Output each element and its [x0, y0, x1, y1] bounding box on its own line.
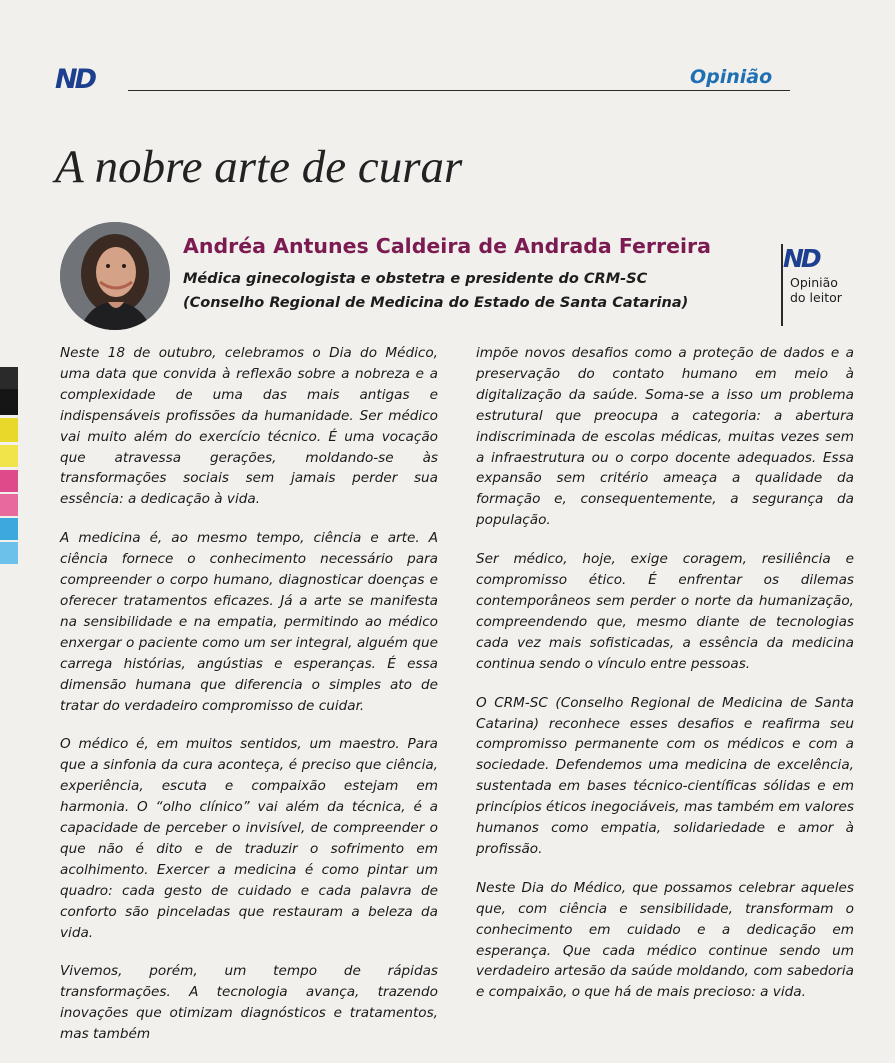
article-title: A nobre arte de curar [55, 141, 463, 193]
header-rule [128, 90, 790, 91]
author-role [183, 267, 703, 315]
column-box-caption [790, 275, 842, 305]
paragraph: impõe novos desafios como a proteção de dados e a preservação do contato humano em meio à digitalização da saúde. Soma-se a isso um problema estrutural que preocupa a categoria: a abertura indiscriminada de escolas médicas, muitas vezes sem a infraestrutura ou o corpo docente adequados. Essa expansão sem critério ameaça a qualidade da formação e, consequentemente, a segurança da população. [476, 345, 854, 529]
paragraph: O médico é, em muitos sentidos, um maestro. Para que a sinfonia da cura aconteça, é preciso que ciência, experiência, escuta e compaixão estejam em harmonia. O “olho clínico” vai além da técnica, é a capacidade de perceber o invisível, de compreender o que não é dito e de traduzir o sofrimento em acolhimento. Exercer a medicina é como pintar um quadro: cada gesto de cuidado e cada palavra de conforto são pinceladas que restauram a beleza da vida. [60, 736, 438, 941]
paragraph: A medicina é, ao mesmo tempo, ciência e arte. A ciência fornece o conhecimento necessário para compreender o corpo humano, diagnosticar doenças e oferecer tratamentos eficazes. Já a arte se manifesta na sensibilidade e na empatia, permitindo ao médico enxergar o paciente como um ser integral, alguém que carrega histórias, angústias e esperanças. É essa dimensão humana que diferencia o simples ato de tratar do verdadeiro compromisso de cuidar. [60, 530, 438, 714]
nd-logo: ND [55, 64, 95, 95]
print-color-bar-cyan [0, 518, 18, 540]
author-role-line-2: (Conselho Regional de Medicina do Estado de Santa Catarina) [183, 295, 689, 311]
column-box-caption-line-1: Opinião [790, 275, 838, 290]
section-label: Opinião [690, 66, 773, 88]
paragraph: Vivemos, porém, um tempo de rápidas transformações. A tecnologia avança, trazendo inovações que otimizam diagnósticos e tratamentos, mas também [60, 963, 438, 1043]
paragraph: Neste Dia do Médico, que possamos celebrar aqueles que, com ciência e sensibilidade, transformam o conhecimento em cuidado e a dedicação em esperança. Que cada médico continue sendo um verdadeiro artesão da saúde moldando, com sabedoria e compaixão, o que há de mais precioso: a vida. [476, 879, 854, 1001]
print-color-bar-black [0, 367, 18, 389]
print-color-bar-magenta-2 [0, 494, 18, 516]
paragraph: Neste 18 de outubro, celebramos o Dia do Médico, uma data que convida à reflexão sobre a nobreza e a complexidade de uma das mais antigas e indispensáveis profissões da humanidade. Ser médico vai muito além do exercício técnico. É uma vocação que atravessa gerações, moldando-se às transformações sociais sem jamais perder sua essência: a dedicação à vida. [60, 345, 438, 508]
print-color-bar-magenta [0, 470, 18, 492]
article-column-left [60, 343, 438, 1063]
article-column-right [476, 343, 854, 1021]
print-color-bar-yellow-2 [0, 445, 18, 467]
column-box-caption-line-2: do leitor [790, 290, 842, 305]
print-color-bar-yellow [0, 418, 18, 442]
author-portrait-icon [60, 222, 170, 330]
author-name: Andréa Antunes Caldeira de Andrada Ferreira [183, 234, 712, 258]
print-color-bar-cyan-2 [0, 542, 18, 564]
author-photo [60, 222, 170, 330]
column-box-logo: ND [783, 244, 819, 273]
paragraph: Ser médico, hoje, exige coragem, resiliência e compromisso ético. É enfrentar os dilemas contemporâneos sem perder o norte da humanização, compreendendo que, mesmo diante de tecnologias cada vez mais sofisticadas, a essência da medicina continua sendo o vínculo entre pessoas. [476, 551, 854, 672]
paragraph: O CRM-SC (Conselho Regional de Medicina de Santa Catarina) reconhece esses desafios e reafirma seu compromisso permanente com os médicos e com a sociedade. Defendemos uma medicina de excelência, sustentada em bases técnico-científicas sólidas e em princípios éticos inegociáveis, mas também em valores humanos como empatia, solidariedade e amor à profissão. [476, 694, 854, 857]
author-role-line-1: Médica ginecologista e obstetra e presidente do CRM-SC [183, 271, 648, 287]
print-color-bar-black-2 [0, 389, 18, 415]
